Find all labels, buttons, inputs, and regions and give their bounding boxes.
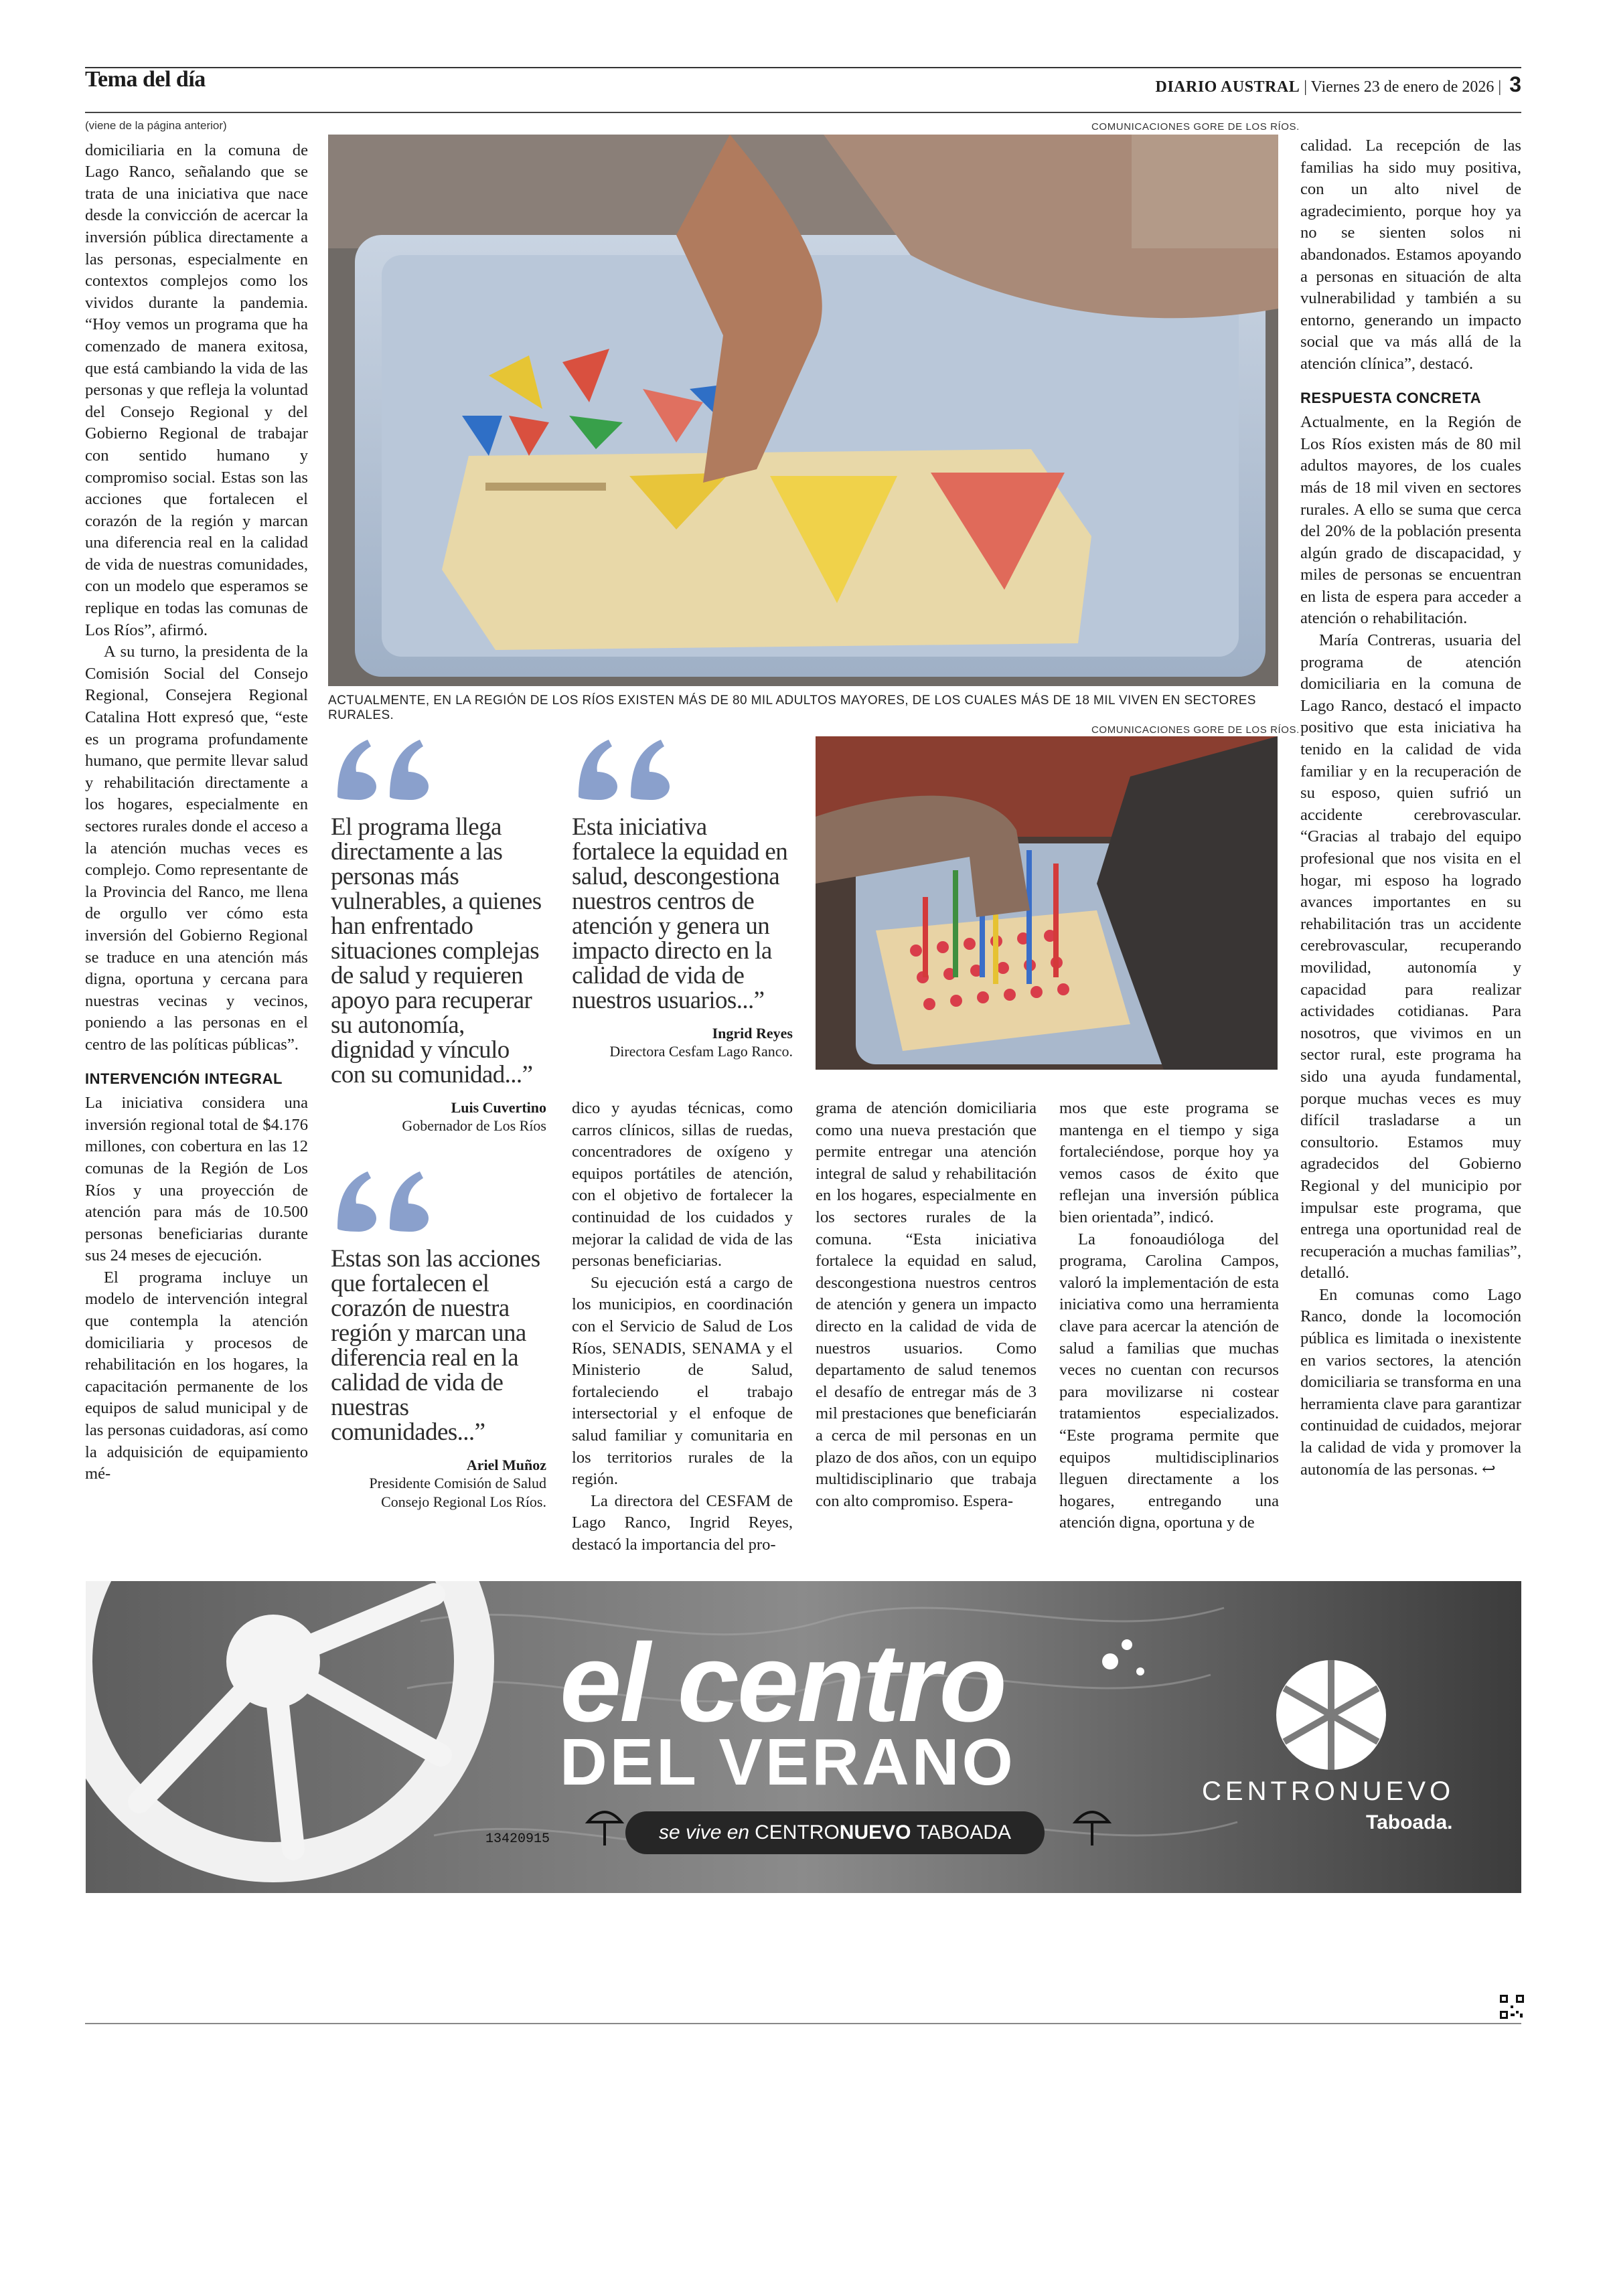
- article-column-4: [816, 1098, 1037, 1512]
- photo-credit-second: COMUNICACIONES GORE DE LOS RÍOS.: [1091, 724, 1300, 736]
- publication-name: DIARIO AUSTRAL: [1155, 78, 1300, 96]
- centronuevo-logo-icon: [1276, 1660, 1386, 1770]
- ad-title: el centro: [560, 1621, 1005, 1745]
- pull-quote-text: Esta iniciativa fortalece la equidad en salud, descongestiona nuestros centros de atención y genera un impacto directo en la calidad de vida de nuestros usuarios...”: [572, 813, 788, 1014]
- main-photo-caption: ACTUALMENTE, EN LA REGIÓN DE LOS RÍOS EXISTEN MÁS DE 80 MIL ADULTOS MAYORES, DE LOS CUALES MÁS DE 18 MIL VIVEN EN SECTORES RURALES.: [328, 693, 1256, 722]
- pull-quote-role: Gobernador de Los Ríos: [402, 1117, 546, 1134]
- main-photo-image: [328, 135, 1278, 686]
- end-mark-icon: ↩: [1482, 1460, 1496, 1479]
- pull-quote-name: Luis Cuvertino: [451, 1099, 546, 1116]
- ad-brand-sub: Taboada.: [1366, 1811, 1453, 1833]
- article-paragraph: La directora del CESFAM de Lago Ranco, Ingrid Reyes, destacó la importancia del pro-: [572, 1491, 793, 1554]
- article-paragraph: dico y ayudas técnicas, como carros clínicos, sillas de ruedas, concentradores de oxígeno y equipos portátiles de atención, con el objetivo de fortalecer la continuidad de los cuidados y mejorar la calidad de vida de las personas beneficiarias.: [572, 1099, 793, 1270]
- article-paragraph: calidad. La recepción de las familias ha sido muy positiva, con un alto nivel de agradecimiento, porque hoy ya no se sienten solos ni abandonados. Estamos apoyando a personas en situación de alta vulnerabilidad y también a su entorno, generando un impacto social que va más allá de la atención clínica”, destacó.: [1300, 137, 1521, 373]
- article-column-5: [1059, 1098, 1279, 1534]
- article-paragraph: Su ejecución está a cargo de los municipios, en coordinación con el Servicio de Salud de Los Ríos, SENADIS, SENAMA y el Ministerio de Salud, fortaleciendo el trabajo intersectorial y el enfoque de salud familiar y comunitaria en los territorios rurales de la región.: [572, 1273, 793, 1489]
- ad-brand-name: CENTRONUEVO: [1202, 1777, 1455, 1806]
- ad-tagline-italic: se vive en: [659, 1821, 750, 1843]
- footer-rule: [85, 2023, 1521, 2024]
- article-paragraph: grama de atención domiciliaria como una nueva prestación que permite entregar una atención integral de salud y rehabilitación en los hogares, especialmente en los sectores rurales de la comuna. “Esta iniciativa fortalece la equidad en salud, descongestiona nuestros centros de atención y genera un impacto directo en la calidad de vida de nuestros usuarios. Como departamento de salud tenemos el desafío de entregar más de 3 mil prestaciones que beneficiarán a cerca de mil personas en un plazo de dos años, con un equipo multidisciplinario que trabaja con alto compromiso. Espera-: [816, 1099, 1037, 1510]
- pull-quote-text: El programa llega directamente a las personas más vulnerables, a quienes han enfrentado situaciones complejas de salud y requieren apoyo para recuperar su autonomía, dignidad y vínculo con su comunidad...”: [331, 813, 542, 1088]
- article-paragraph: [1300, 1285, 1521, 1481]
- ad-code: 13420915: [485, 1831, 550, 1847]
- subhead-respuesta: RESPUESTA CONCRETA: [1300, 389, 1482, 406]
- header-meta: [1156, 72, 1522, 97]
- ad-tagline-regular: CENTRO: [755, 1821, 840, 1843]
- subhead-intervencion: INTERVENCIÓN INTEGRAL: [85, 1070, 283, 1087]
- article-paragraph-text: En comunas como Lago Ranco, donde la locomoción pública es limitada o inexistente en varios sectores, la atención domiciliaria se transforma en una herramienta clave para garantizar continuidad de cuidados, mejorar la calidad de vida y promover la autonomía de las personas.: [1300, 1285, 1521, 1479]
- section-title: Tema del día: [85, 67, 206, 92]
- ad-tagline-end: TABOADA: [916, 1821, 1011, 1843]
- article-paragraph: mos que este programa se mantenga en el tiempo y siga fortaleciéndose, porque hoy ya vemos casos de éxito que reflejan una inversión pública bien orientada”, indicó.: [1059, 1099, 1279, 1226]
- ad-tagline-pill[interactable]: [625, 1811, 1045, 1854]
- continued-kicker: (viene de la página anterior): [85, 119, 227, 132]
- ad-subtitle: DEL VERANO: [560, 1725, 1016, 1799]
- second-photo-image: [816, 736, 1278, 1070]
- article-column-3: [572, 1098, 793, 1556]
- quote-mark-icon: [572, 733, 679, 800]
- article-paragraph: domiciliaria en la comuna de Lago Ranco, señalando que se trata de una iniciativa que nace desde la convicción de acercar la inversión pública directamente a las personas, especialmente en contextos complejos como los vividos durante la pandemia. “Hoy vemos un programa que ha comenzado de manera exitosa, que está cambiando la vida de las personas y que refleja la voluntad del Consejo Regional y del Gobierno Regional de trabajar con sentido humano y compromiso social. Estas son las acciones que fortalecen el corazón de la región y marcan una diferencia real en la calidad de vida de nuestras comunidades, con un modelo que esperamos se replique en todas las comunas de Los Ríos”, afirmó.: [85, 141, 308, 639]
- article-paragraph: El programa incluye un modelo de intervención integral que contempla la atención domiciliaria y procesos de rehabilitación en los hogares, la capacitación permanente de los equipos de salud municipal y de las personas cuidadoras, así como la adquisición de equipamiento mé-: [85, 1268, 308, 1483]
- quote-mark-icon: [331, 733, 438, 800]
- page-number: 3: [1509, 72, 1521, 96]
- pull-quote-name: Ariel Muñoz: [466, 1457, 546, 1473]
- ad-tagline-bold: NUEVO: [839, 1821, 911, 1843]
- second-photo: [816, 736, 1278, 1070]
- pull-quote-munoz: [331, 1165, 546, 1511]
- pull-quote-role: Directora Cesfam Lago Ranco.: [609, 1043, 793, 1060]
- qr-code-icon[interactable]: [1499, 1993, 1525, 2020]
- pull-quote-role: Presidente Comisión de Salud Consejo Regional Los Ríos.: [369, 1475, 546, 1510]
- article-paragraph: Actualmente, en la Región de Los Ríos existen más de 80 mil adultos mayores, de los cuales más de 18 mil viven en sectores rurales. A ello se suma que cerca del 20% de la población presenta algún grado de discapacidad, y miles de personas se encuentran en lista de espera para acceder a atención o rehabilitación.: [1300, 413, 1521, 628]
- issue-date: | Viernes 23 de enero de 2026 |: [1304, 78, 1502, 96]
- article-paragraph: María Contreras, usuaria del programa de atención domiciliaria en la comuna de Lago Ranco, destacó el impacto positivo que esta iniciativa ha tenido en la calidad de vida familiar y en la recuperación de su esposo, quien sufrió un accidente cerebrovascular. “Gracias al trabajo del equipo profesional que nos visita en el hogar, mi esposo ha logrado avances importantes en su rehabilitación tras un accidente cerebrovascular, recuperando movilidad, autonomía y capacidad para realizar actividades cotidianas. Para nosotros, que vivimos en un sector rural, este programa ha sido una ayuda fundamental, porque muchas veces es muy difícil trasladarse a un consultorio. Estamos muy agradecidos del Gobierno Regional y del municipio por impulsar este programa, que entrega una oportunidad real de recuperación a muchas familias”, detalló.: [1300, 631, 1521, 1283]
- photo-credit-main: COMUNICACIONES GORE DE LOS RÍOS.: [1091, 121, 1300, 133]
- article-paragraph: La iniciativa considera una inversión regional total de $4.176 millones, con cobertura en las 12 comunas de la Región de Los Ríos y una proyección de atención para más de 10.500 personas beneficiarias durante sus 24 meses de ejecución.: [85, 1094, 308, 1265]
- pull-quote-name: Ingrid Reyes: [712, 1025, 793, 1042]
- pull-quote-reyes: [572, 733, 793, 1061]
- header-bottom-rule: [85, 112, 1521, 113]
- article-paragraph: A su turno, la presidenta de la Comisión Social del Consejo Regional, Consejera Regional Catalina Hott expresó que, “este es un programa profundamente humano, que permite llevar salud y rehabilitación directamente a los hogares, especialmente en sectores rurales donde el acceso a la atención muchas veces es complejo. Como representante de la Provincia del Ranco, me llena de orgullo ver cómo esta inversión del Gobierno Regional se traduce en una atención más digna, oportuna y cercana para nuestras vecinas y vecinos, poniendo a las personas en el centro de las políticas públicas”.: [85, 643, 308, 1054]
- pull-quote-cuvertino: [331, 733, 546, 1135]
- article-paragraph: La fonoaudióloga del programa, Carolina Campos, valoró la implementación de esta iniciativa como una herramienta clave para acercar la atención de salud a familias que muchas veces no cuentan con recursos para movilizarse ni costear tratamientos especializados. “Este programa permite que equipos multidisciplinarios lleguen directamente a los hogares, entregando una atención digna, oportuna y de: [1059, 1230, 1279, 1532]
- article-column-1: [85, 115, 308, 1485]
- header-top-rule: [85, 67, 1521, 68]
- pull-quote-text: Estas son las acciones que fortalecen el corazón de nuestra región y marcan una diferencia real en la calidad de vida de nuestras comunidades...”: [331, 1245, 540, 1446]
- quote-mark-icon: [331, 1165, 438, 1232]
- main-photo: [328, 135, 1278, 686]
- article-column-6: [1300, 135, 1521, 1481]
